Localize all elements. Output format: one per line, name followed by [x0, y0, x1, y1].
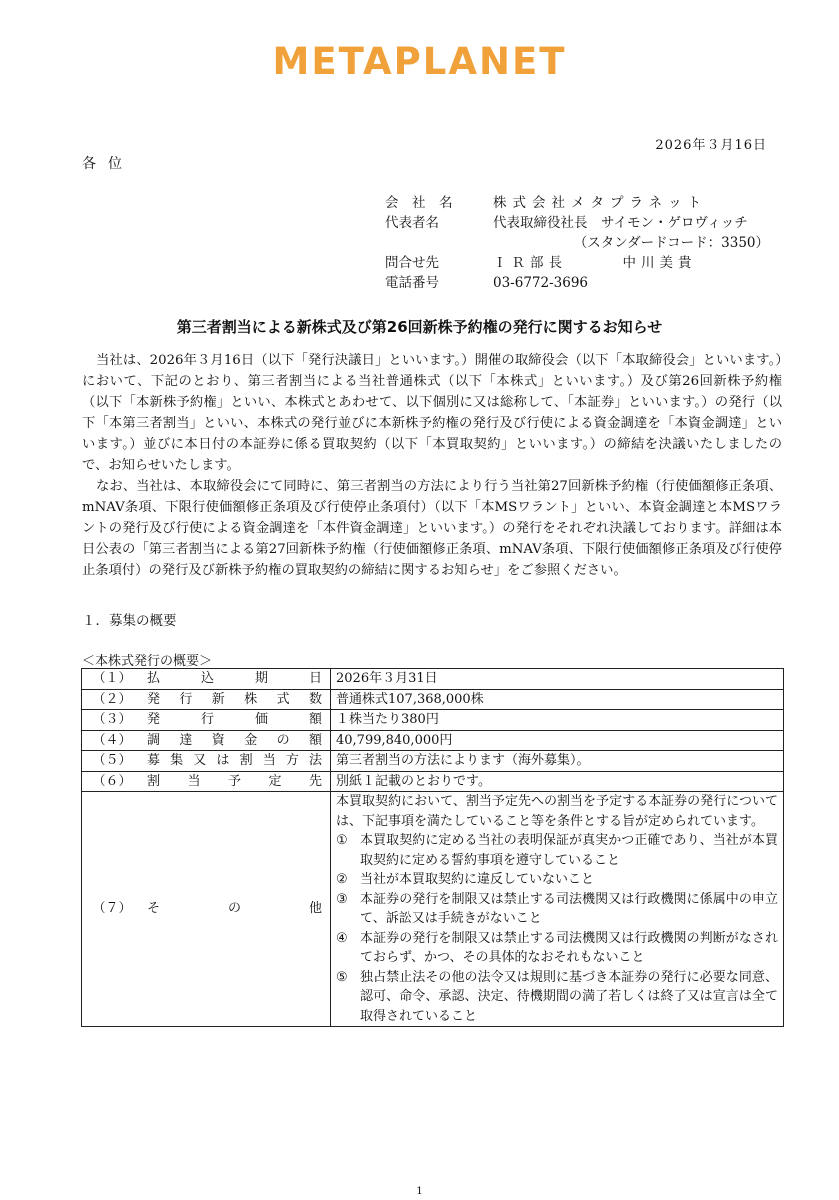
condition-item [336, 870, 778, 890]
row-number: （５） [82, 751, 143, 772]
stock-code: （スタンダードコード：3350） [573, 235, 769, 251]
table-row [82, 730, 784, 751]
phone-value: 03-6772-3696 [493, 275, 589, 291]
contact-label: 問合せ先 [385, 255, 439, 271]
row-label: 払込期日 [142, 669, 331, 690]
condition-mark: ⑤ [336, 969, 348, 985]
row-value: 第三者割当の方法によります（海外募集）。 [331, 751, 784, 772]
row-number: （２） [82, 689, 143, 710]
row-label: 発行新株式数 [142, 689, 331, 710]
company-logo: METAPLANET [272, 40, 567, 83]
body-text [82, 350, 782, 581]
table-row [82, 689, 784, 710]
addressee: 各位 [82, 156, 134, 172]
condition-mark: ② [336, 872, 348, 887]
condition-text: 当社が本買取契約に違反していないこと [360, 872, 595, 887]
condition-text: 本買取契約に定める当社の表明保証が真実かつ正確であり、当社が本買取契約に定める誓約事項を遵守していること [360, 833, 778, 868]
row-value: 普通株式107,368,000株 [331, 689, 784, 710]
stock-code-row [385, 233, 785, 253]
condition-mark: ① [336, 833, 348, 848]
representative-label: 代表者名 [385, 215, 439, 231]
row-label: 募集又は割当方法 [142, 751, 331, 772]
table-row-other [82, 792, 784, 1027]
row-number: （６） [82, 771, 143, 792]
table-caption: ＜本株式発行の概要＞ [82, 654, 213, 669]
row-number: （３） [82, 710, 143, 731]
contact-value: ＩＲ部長 中川美貴 [493, 255, 697, 271]
row-value [331, 792, 784, 1027]
company-name-value: 株式会社メタプラネット [493, 195, 708, 211]
condition-mark: ③ [336, 891, 348, 907]
row-value: 別紙１記載のとおりです。 [331, 771, 784, 792]
row-label: 調達資金の額 [142, 730, 331, 751]
row-value: １株当たり380円 [331, 710, 784, 731]
issuance-summary-table [81, 668, 784, 1027]
row-number: （４） [82, 730, 143, 751]
other-intro: 本買取契約において、割当予定先への割当を予定する本証券の発行については、下記事項を満たしていること等を条件とする旨が定められています。 [336, 794, 778, 829]
row-label: その他 [142, 792, 331, 1027]
contact-row [385, 253, 785, 273]
row-label: 発行価額 [142, 710, 331, 731]
condition-text: 独占禁止法その他の法令又は規則に基づき本証券の発行に必要な同意、認可、命令、承認、決定、待機期間の満了若しくは終了又は宣言は全て取得されていること [360, 969, 778, 1024]
row-value: 40,799,840,000円 [331, 730, 784, 751]
row-label: 割当予定先 [142, 771, 331, 792]
table-row [82, 751, 784, 772]
company-name-row [385, 193, 785, 213]
phone-row [385, 273, 785, 293]
document-date: 2026年３月16日 [655, 138, 767, 153]
paragraph-1: 当社は、2026年３月16日（以下「発行決議日」といいます。）開催の取締役会（以下「本取締役会」といいます。）において、下記のとおり、第三者割当による当社普通株式（以下「本株式」といいます。）及び第26回新株予約権（以下「本新株予約権」といい、本株式とあわせて、以下個別に又は総称して、「本証券」といいます。）の発行（以下「本第三者割当」といい、本株式の発行並びに本新株予約権の発行及び行使による資金調達を「本資金調達」といいます。）並びに本日付の本証券に係る買取契約（以下「本買取契約」といいます。）の締結を決議いたしましたので、お知らせいたします。 [82, 353, 782, 473]
condition-text: 本証券の発行を制限又は禁止する司法機関又は行政機関の判断がなされておらず、かつ、その具体的なおそれもないこと [360, 930, 778, 965]
row-value: 2026年３月31日 [331, 669, 784, 690]
table-row [82, 771, 784, 792]
section-heading: １．募集の概要 [82, 613, 177, 629]
condition-item [336, 929, 778, 968]
condition-item [336, 968, 778, 1027]
document-title: 第三者割当による新株式及び第26回新株予約権の発行に関するお知らせ [176, 318, 663, 336]
table-row [82, 710, 784, 731]
condition-item [336, 831, 778, 870]
page-number: 1 [416, 1186, 423, 1197]
condition-item [336, 890, 778, 929]
representative-row [385, 213, 785, 233]
company-name-label: 会 社 名 [385, 195, 453, 211]
phone-label: 電話番号 [385, 275, 439, 291]
condition-text: 本証券の発行を制限又は禁止する司法機関又は行政機関に係属中の申立て、訴訟又は手続きがないこと [360, 891, 778, 926]
row-number: （１） [82, 669, 143, 690]
row-number: （７） [82, 792, 143, 1027]
condition-mark: ④ [336, 930, 348, 946]
representative-value: 代表取締役社長 サイモン・ゲロヴィッチ [493, 215, 748, 231]
company-info [385, 193, 785, 293]
table-row [82, 669, 784, 690]
paragraph-2: なお、当社は、本取締役会にて同時に、第三者割当の方法により行う当社第27回新株予約権（行使価額修正条項、mNAV条項、下限行使価額修正条項及び行使停止条項付）（以下「本MSワラント」といい、本資金調達と本MSワラントの発行及び行使による資金調達を「本件資金調達」といいます。）の発行をそれぞれ決議しております。詳細は本日公表の「第三者割当による第27回新株予約権（行使価額修正条項、mNAV条項、下限行使価額修正条項及び行使停止条項付）の発行及び新株予約権の買取契約の締結に関するお知らせ」をご参照ください。 [82, 479, 782, 578]
